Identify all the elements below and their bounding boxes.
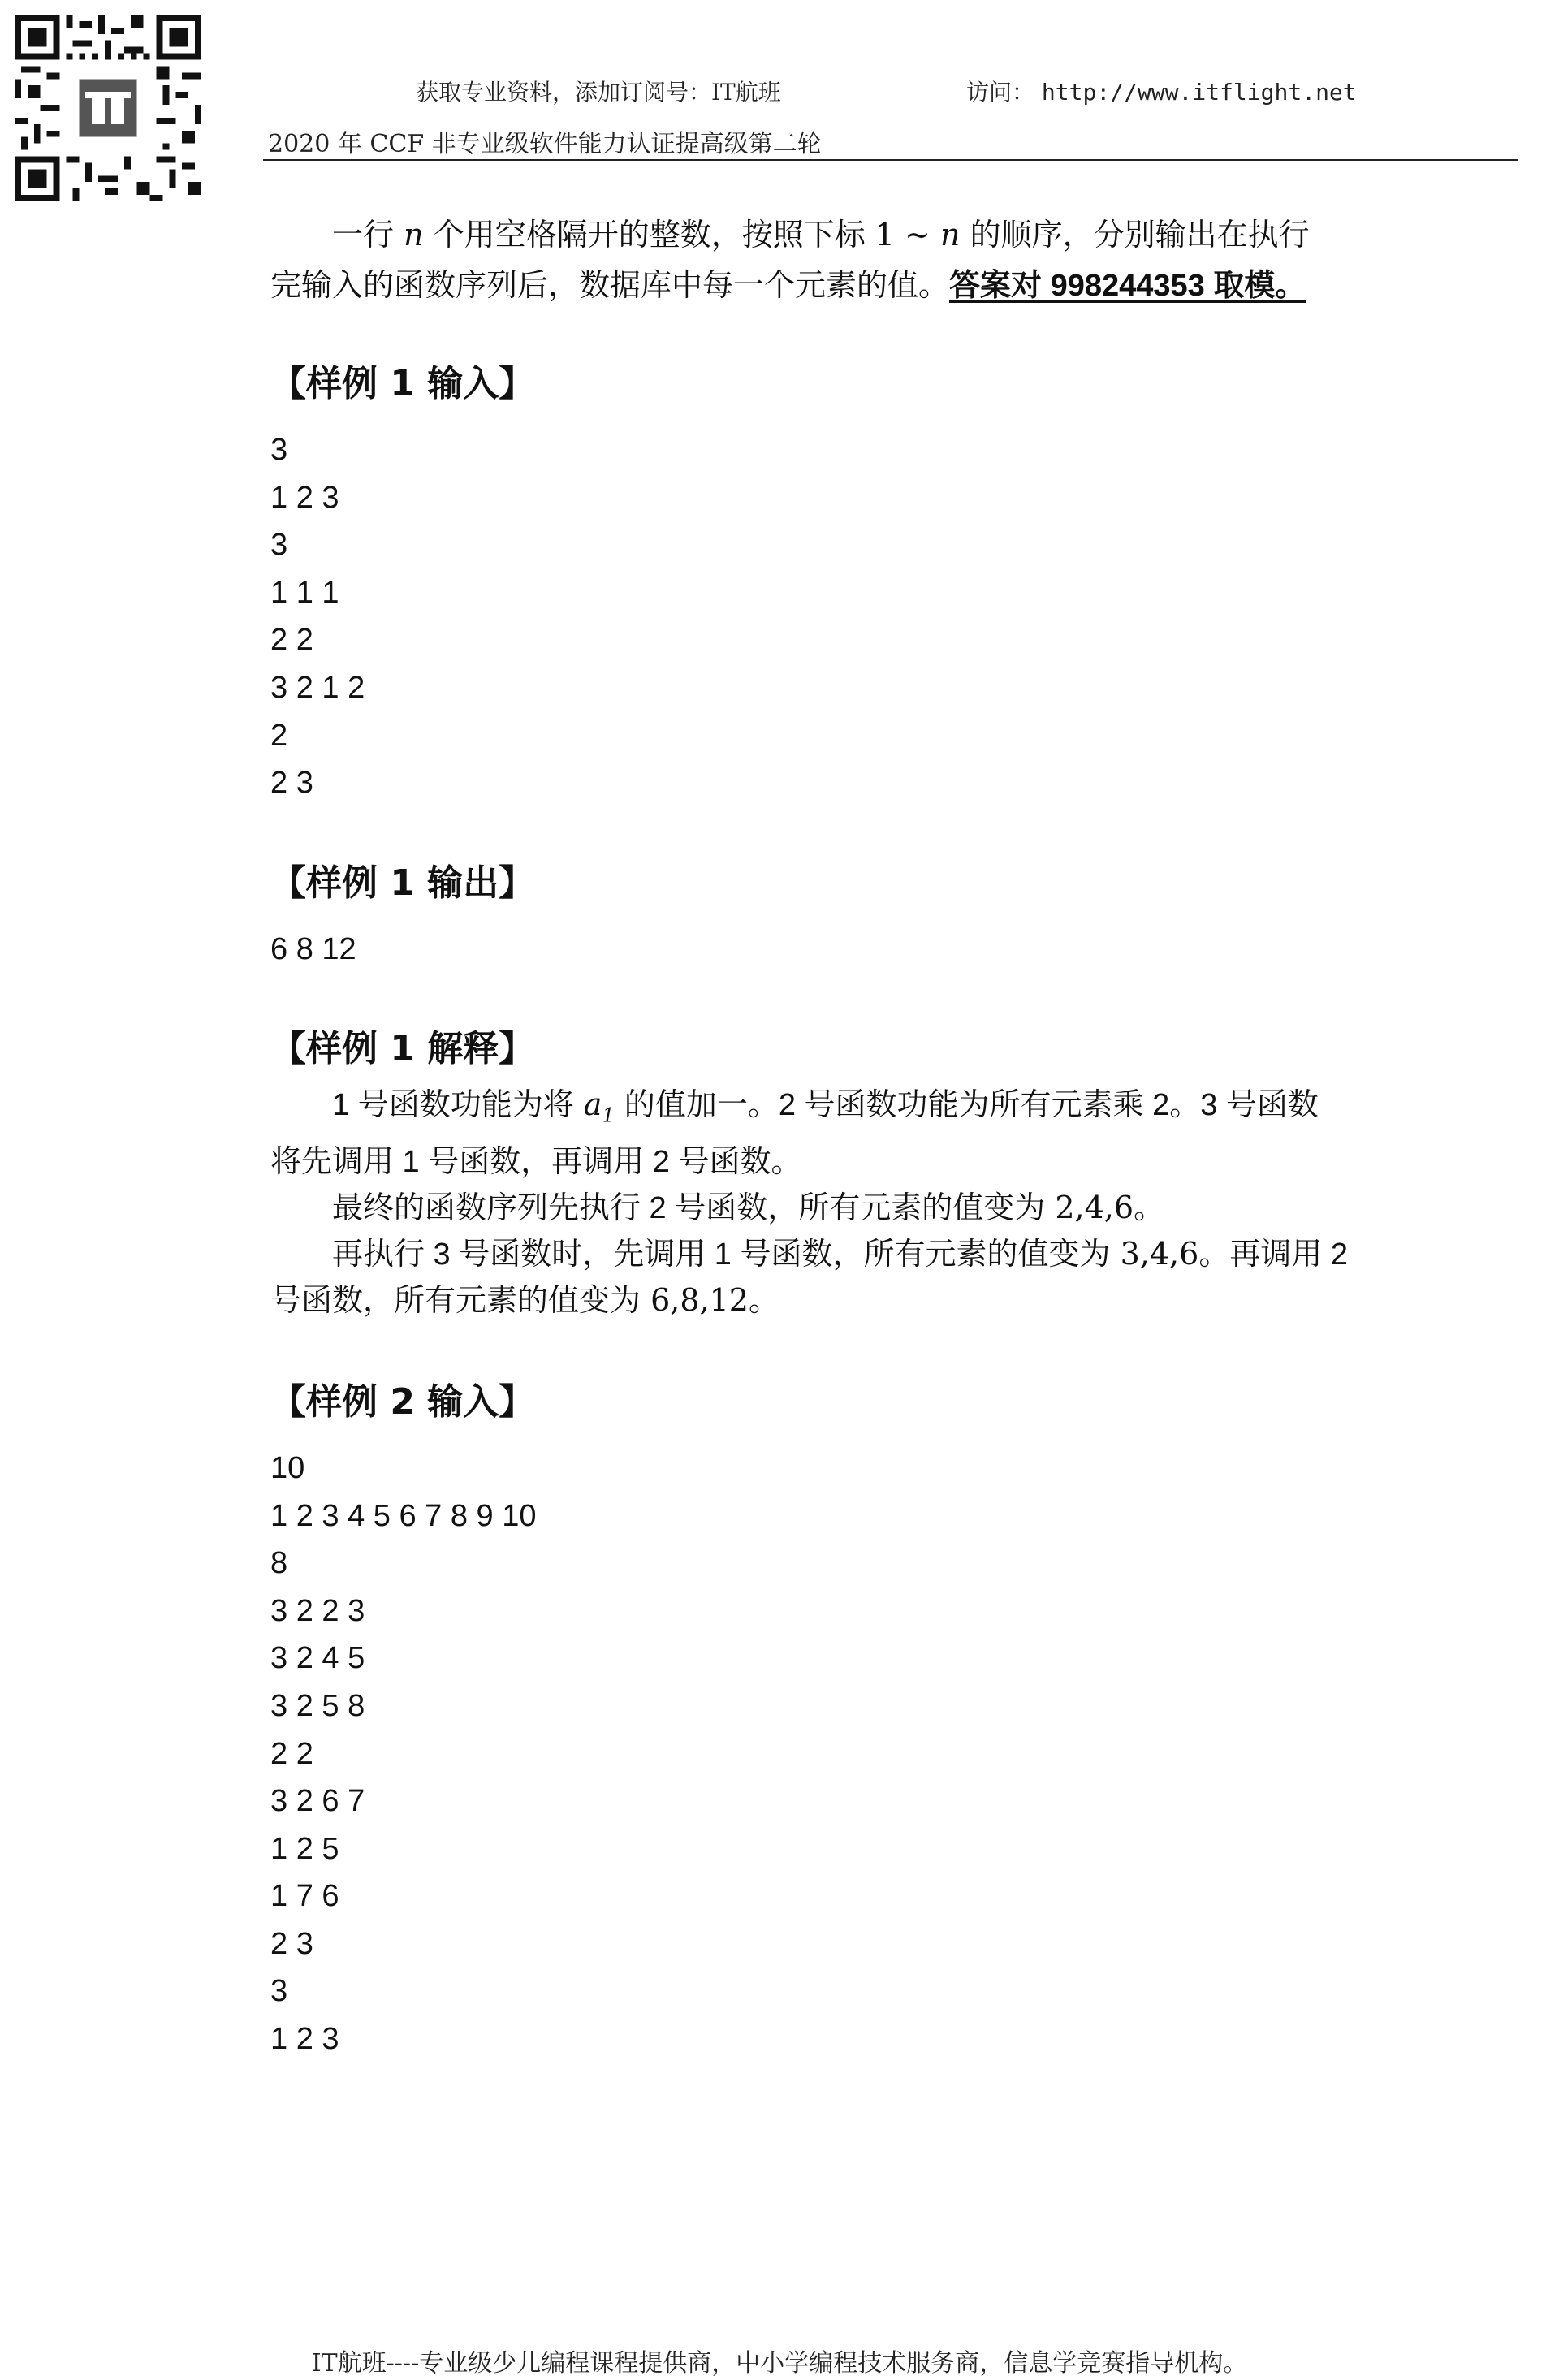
sample-line: 10 [270, 1450, 305, 1485]
explain-text: 。 [1134, 1189, 1165, 1225]
sample1-explain-heading: 【样例 1 解释】 [270, 1028, 535, 1070]
intro-text: 的顺序，分别输出在执行 [970, 217, 1310, 253]
sample-line: 3 2 5 8 [270, 1688, 365, 1723]
sample-line: 3 [270, 528, 288, 563]
header-title: 2020 年 CCF 非专业级软件能力认证提高级第二轮 [268, 130, 822, 158]
page-header [0, 75, 1559, 114]
intro-text: 完输入的函数序列后，数据库中每一个元素的值。 [270, 267, 950, 303]
range-end: n [940, 217, 961, 253]
output-format-intro [270, 209, 1505, 311]
intro-text: 个用空格隔开的整数，按照下标 [433, 217, 866, 253]
sample-line: 6 8 12 [270, 931, 356, 966]
explain-line [270, 1082, 1505, 1138]
document-body [270, 209, 1505, 2063]
header-visit-url[interactable]: http://www.itflight.net [1041, 79, 1357, 106]
explain-value: 3,4,6 [1120, 1235, 1199, 1272]
sample-line: 2 [270, 718, 288, 753]
explain-text: 再执行 3 号函数时，先调用 1 号函数，所有元素的值变为 [332, 1237, 1111, 1272]
explain-text: 最终的函数序列先执行 2 号函数，所有元素的值变为 [332, 1190, 1046, 1225]
sample-line: 3 [270, 433, 288, 467]
var-a1 [583, 1086, 615, 1127]
sample-line: 2 3 [270, 1926, 313, 1961]
sample1-explanation [270, 1082, 1505, 1323]
var-a-sub: 1 [602, 1104, 615, 1127]
sample-line: 2 2 [270, 623, 313, 658]
sample-line: 1 2 3 [270, 480, 339, 515]
intro-line-1 [270, 209, 1505, 260]
explain-text: 将先调用 1 号函数，再调用 2 号函数。 [270, 1144, 802, 1179]
explain-line [270, 1138, 1505, 1185]
sample-line: 1 2 3 [270, 2022, 339, 2057]
sample-line: 1 1 1 [270, 575, 339, 610]
sample1-input-block [270, 426, 1505, 807]
header-subscribe-text: 获取专业资料，添加订阅号：IT航班 [416, 79, 781, 106]
sample-line: 1 2 3 4 5 6 7 8 9 10 [270, 1498, 537, 1533]
sample-line: 8 [270, 1546, 288, 1581]
explain-line [270, 1185, 1505, 1231]
var-n: n [404, 217, 424, 253]
header-divider [263, 159, 1518, 161]
sample-line: 3 2 4 5 [270, 1641, 365, 1676]
sample1-output-block [270, 926, 1505, 974]
header-visit [966, 75, 1357, 107]
modulo-note: 答案对 998244353 取模。 [949, 269, 1306, 303]
header-visit-label: 访问： [966, 79, 1035, 106]
sample-line: 3 2 6 7 [270, 1784, 365, 1819]
sample2-input-block [270, 1445, 1505, 2063]
explain-text: 1 号函数功能为将 [332, 1088, 574, 1123]
explain-text: 。再调用 2 [1198, 1237, 1349, 1272]
sample-line: 2 2 [270, 1736, 313, 1771]
sample2-input-heading: 【样例 2 输入】 [270, 1380, 535, 1423]
intro-text: 一行 [332, 217, 395, 253]
sample-line: 3 2 2 3 [270, 1593, 365, 1628]
sample-line: 3 [270, 1974, 288, 2009]
page-footer: IT航班----专业级少儿编程课程提供商，中小学编程技术服务商，信息学竞赛指导机构。 [311, 2349, 1248, 2378]
explain-value: 2,4,6 [1055, 1189, 1134, 1225]
var-a: a [583, 1086, 602, 1123]
sample1-output-heading: 【样例 1 输出】 [270, 862, 535, 904]
explain-text: 的值加一。2 号函数功能为所有元素乘 2。3 号函数 [624, 1088, 1319, 1123]
sample-line: 2 3 [270, 766, 313, 801]
explain-text: 。 [748, 1281, 780, 1318]
range-tilde: ∼ [905, 217, 931, 253]
explain-text: 号函数，所有元素的值变为 [270, 1281, 641, 1318]
sample-line: 3 2 1 2 [270, 670, 365, 705]
sample-line: 1 7 6 [270, 1879, 339, 1914]
intro-line-2 [270, 260, 1505, 311]
sample-line: 1 2 5 [270, 1831, 339, 1866]
sample1-input-heading: 【样例 1 输入】 [270, 363, 535, 404]
explain-line [270, 1277, 1505, 1323]
explain-value: 6,8,12 [650, 1281, 749, 1318]
range-start: 1 [875, 217, 895, 253]
explain-line [270, 1231, 1505, 1277]
